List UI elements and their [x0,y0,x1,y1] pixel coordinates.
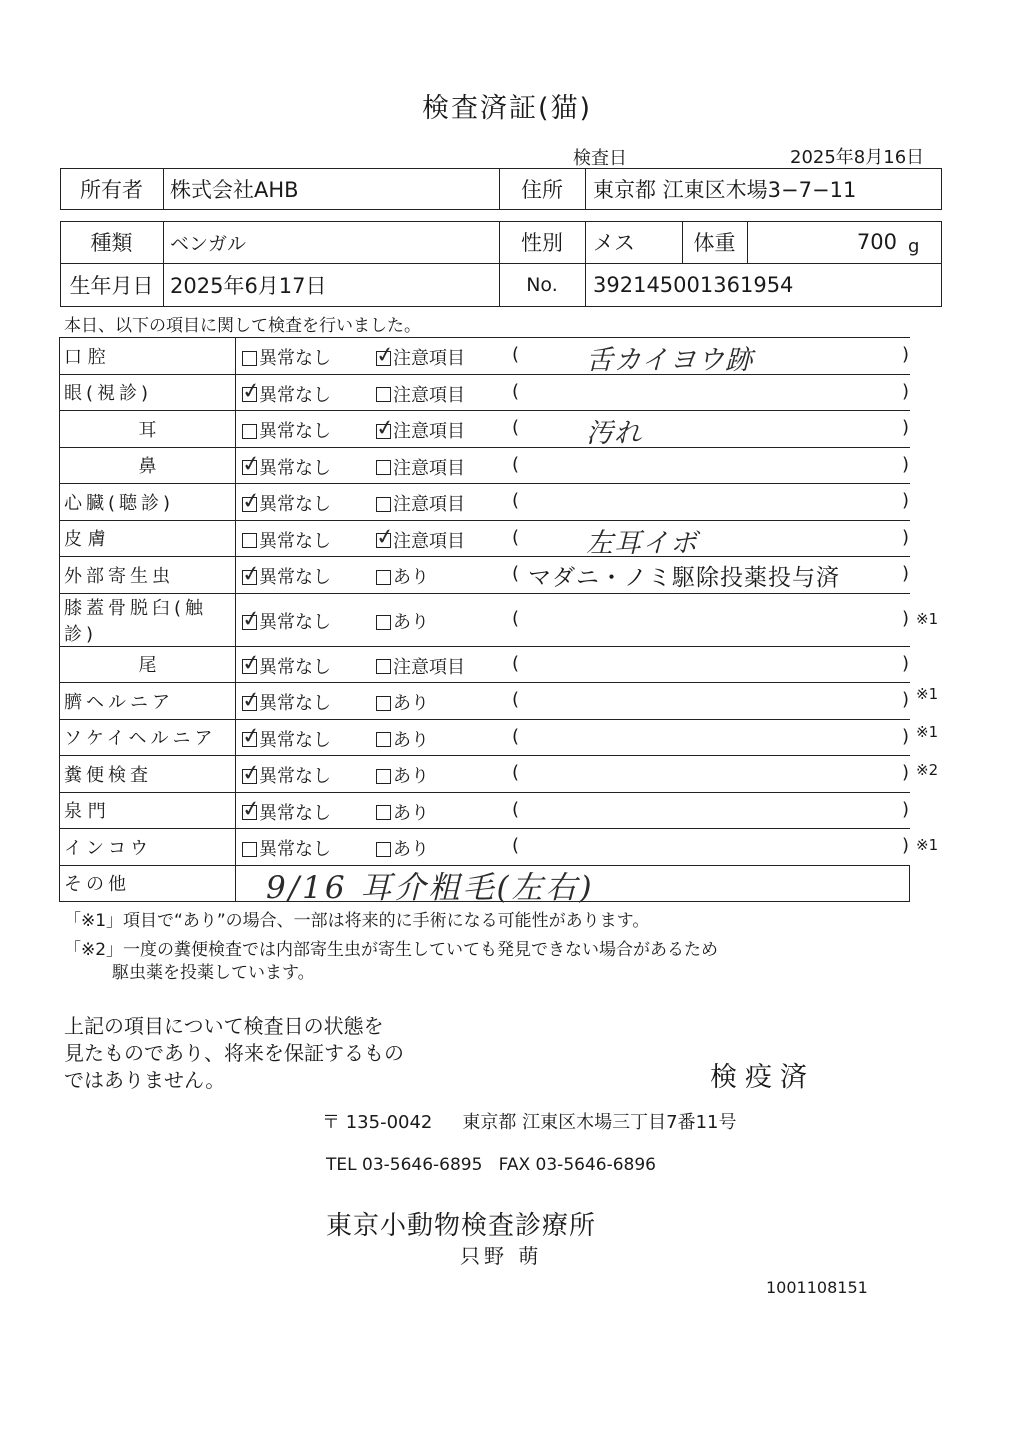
option-normal-label: 異常なし [259,693,331,715]
checklist-row [60,683,910,720]
checkbox[interactable] [376,805,391,820]
checklist-row-other [60,865,910,902]
sex-value: メス [593,231,635,255]
option-attention[interactable] [376,454,465,480]
option-attention[interactable] [376,726,429,752]
checklist-item-label [60,447,236,484]
checklist-options [236,593,910,646]
checklist-item-label [60,683,236,720]
inspection-date-label: 検査日 [573,148,627,169]
checkbox[interactable] [240,796,263,824]
checklist-row [60,792,910,829]
option-normal[interactable] [240,605,331,634]
option-attention[interactable] [374,414,465,443]
checklist-options [236,756,910,793]
option-attention[interactable] [376,608,429,634]
checkbox[interactable] [242,351,257,366]
check-mark-icon: ✓ [374,524,397,552]
option-attention-label: あり [393,612,429,633]
footnote-2: 「※2」一度の糞便検査では内部寄生虫が寄生していても発見できない場合があるため [64,940,719,960]
checkbox[interactable] [376,696,391,711]
option-normal-label: 異常なし [259,348,331,370]
checklist-item-label [60,520,236,557]
checklist-row [60,374,910,411]
footnote-reference: ※2 [916,760,939,779]
disclaimer-line: ではありません。 [64,1068,226,1092]
weight-unit: g [908,235,920,257]
option-attention-label: 注意項目 [393,457,465,479]
checklist-options [236,374,910,411]
option-normal-label: 異常なし [259,729,331,751]
checkbox[interactable] [376,387,391,402]
paren-open: ( [512,490,520,512]
document-title: 検査済証(猫) [421,93,593,124]
checklist-options [236,484,910,521]
option-normal-label: 異常なし [259,766,331,788]
item-name: 鼻 [138,456,157,478]
option-attention[interactable] [376,762,429,788]
disclaimer-line: 上記の項目について検査日の状態を [64,1014,384,1038]
option-attention-label: 注意項目 [393,494,465,516]
paren-close: ) [902,608,910,629]
option-attention-label: あり [393,693,429,715]
check-mark-icon: ✓ [240,451,263,479]
option-attention-label: あり [393,839,429,861]
checklist-row [60,484,910,521]
checklist-row [60,338,910,375]
checkbox[interactable] [374,414,397,442]
checkbox[interactable] [242,424,257,439]
option-attention-label: 注意項目 [393,656,465,678]
checklist-item-label [60,829,236,866]
item-name: 泉 門 [64,801,106,823]
check-mark-icon: ✓ [374,341,397,369]
paren-open: ( [512,380,520,402]
paren-close: ) [902,526,910,548]
owner-value: 株式会社AHB [170,178,299,202]
checklist-row [60,520,910,557]
item-name: 膝蓋骨脱臼(触診) [64,597,208,645]
weight-label: 体重 [693,231,736,255]
paren-open: ( [512,652,520,674]
option-normal[interactable] [240,650,331,679]
checklist-row [60,719,910,756]
item-note: 舌カイヨウ跡 [586,345,754,377]
option-normal[interactable] [240,686,331,715]
paren-open: ( [512,526,520,548]
checkbox[interactable] [240,723,263,751]
option-normal-label: 異常なし [259,530,331,552]
disclaimer-line: 見たものであり、将来を保証するもの [64,1041,404,1065]
item-name: インコウ [64,837,152,859]
checklist-options [236,411,910,448]
inspection-checklist [59,337,910,906]
fax-number: FAX 03-5646-6896 [498,1155,656,1175]
paren-close: ) [902,344,910,366]
paren-close: ) [902,798,910,820]
checkbox[interactable] [376,497,391,512]
check-mark-icon: ✓ [240,686,263,714]
checklist-item-label [60,593,236,646]
option-attention-label: あり [393,729,429,751]
checkbox[interactable] [240,451,263,479]
item-name: 心臓(聴診) [64,492,175,514]
option-normal[interactable] [240,451,331,480]
weight-value: 700 [856,230,897,254]
checkbox[interactable] [376,842,391,857]
checklist-options [236,557,910,594]
paren-open: ( [512,563,520,585]
checklist-row [60,829,910,866]
checkbox[interactable] [240,650,263,678]
item-name: ソケイヘルニア [64,728,217,750]
option-normal-label: 異常なし [259,384,331,406]
address-label: 住所 [521,178,563,202]
item-name: 尾 [138,655,157,677]
checkbox[interactable] [240,686,263,714]
doctor-name: 只野 萌 [460,1244,543,1268]
checklist-options [236,520,910,557]
item-name: 臍ヘルニア [64,691,174,713]
check-mark-icon: ✓ [240,487,263,515]
option-attention-label: 注意項目 [393,384,465,406]
option-normal[interactable] [240,378,331,407]
item-name: 眼(視診) [64,383,153,405]
paren-close: ) [902,762,910,784]
option-attention-label: 注意項目 [393,421,465,443]
checkbox[interactable] [240,759,263,787]
check-mark-icon: ✓ [240,605,263,633]
owner-label: 所有者 [80,178,143,202]
checklist-options [236,792,910,829]
checklist-options [236,683,910,720]
check-mark-icon: ✓ [240,560,263,588]
item-name: 糞便検査 [64,764,152,786]
option-attention-label: あり [393,766,429,788]
check-mark-icon: ✓ [240,650,263,678]
footnote-1: 「※1」項目で“あり”の場合、一部は将来的に手術になる可能性があります。 [64,911,650,931]
checklist-options [236,338,910,375]
check-mark-icon: ✓ [240,759,263,787]
dob-label: 生年月日 [69,274,154,298]
option-normal[interactable] [240,759,331,788]
check-mark-icon: ✓ [240,378,263,406]
footnote-reference: ※1 [916,835,939,854]
footnote-2-cont: 駆虫薬を投薬しています。 [112,963,315,983]
paren-open: ( [512,689,520,711]
item-name: 皮 膚 [64,529,106,551]
checkbox[interactable] [240,605,263,633]
option-normal-label: 異常なし [259,802,331,824]
checkbox[interactable] [376,732,391,747]
checklist-item-label [60,338,236,375]
checklist-options [236,646,910,683]
option-normal-label: 異常なし [259,612,331,633]
checkbox[interactable] [374,524,397,552]
check-mark-icon: ✓ [240,723,263,751]
checklist-item-label [60,719,236,756]
checkbox[interactable] [242,842,257,857]
checkbox[interactable] [376,659,391,674]
item-note: 汚れ [586,418,642,450]
option-attention[interactable] [374,524,465,553]
other-note: 9/16 耳介粗毛(左右) [266,869,595,906]
clinic-address [322,1108,736,1134]
option-normal[interactable] [242,417,331,443]
checklist-row [60,593,910,646]
paren-close: ) [902,652,910,674]
checkbox[interactable] [240,378,263,406]
checklist-item-label [60,756,236,793]
option-attention[interactable] [376,490,465,516]
footnote-reference: ※1 [916,723,939,741]
option-normal-label: 異常なし [259,567,331,589]
paren-close: ) [902,563,910,585]
option-attention-label: あり [393,567,429,589]
postal-code: 〒 135-0042 [322,1112,433,1133]
paren-open: ( [512,725,520,747]
address-value: 東京都 江東区木場3−7−11 [593,178,857,202]
option-attention[interactable] [376,799,429,825]
footnote-reference: ※1 [916,610,939,629]
item-name: その他 [64,874,130,896]
checklist-item-label [60,411,236,448]
option-attention[interactable] [376,563,429,589]
checkbox[interactable] [242,533,257,548]
option-normal-label: 異常なし [259,421,331,443]
clinic-name: 東京小動物検査診療所 [326,1211,597,1241]
paren-close: ) [902,835,910,857]
paren-close: ) [902,725,910,747]
checklist-row [60,646,910,683]
checkbox[interactable] [376,769,391,784]
checklist-row [60,447,910,484]
paren-open: ( [512,835,520,857]
option-normal[interactable] [242,527,331,553]
disclaimer [64,1013,404,1094]
option-normal[interactable] [240,560,331,589]
document-number: 1001108151 [766,1278,868,1297]
checkbox[interactable] [376,460,391,475]
microchip-number: 392145001361954 [593,273,794,297]
other-note-cell [236,865,910,906]
checklist-row [60,756,910,793]
number-label: No. [526,274,558,296]
contact-numbers [326,1155,656,1175]
checkbox[interactable] [374,341,397,369]
option-attention[interactable] [376,835,429,861]
breed-label: 種類 [90,231,133,255]
option-normal-label: 異常なし [259,839,331,861]
footnote-reference: ※1 [916,685,939,704]
paren-open: ( [512,417,520,439]
street-address: 東京都 江東区木場三丁目7番11号 [462,1112,737,1133]
option-attention-label: あり [393,802,429,824]
checklist-options [236,447,910,484]
paren-close: ) [902,453,910,475]
option-normal-label: 異常なし [259,457,331,479]
option-attention-label: 注意項目 [393,348,465,370]
option-attention[interactable] [376,381,465,407]
paren-open: ( [512,608,520,629]
check-mark-icon: ✓ [374,414,397,442]
item-name: 耳 [138,419,157,441]
option-attention[interactable] [376,689,429,715]
option-attention[interactable] [374,341,465,370]
checklist-row [60,557,910,594]
intro-text: 本日、以下の項目に関して検査を行いました。 [64,316,421,336]
option-normal-label: 異常なし [259,494,331,516]
checklist-options [236,829,910,866]
checklist-item-label [60,792,236,829]
option-normal[interactable] [242,344,331,370]
item-name: 口 腔 [64,346,106,368]
item-note: マダニ・ノミ駆除投薬投与済 [528,565,840,592]
tel-number: TEL 03-5646-6895 [326,1155,483,1175]
paren-open: ( [512,453,520,475]
dob-value: 2025年6月17日 [170,274,327,298]
paren-close: ) [902,380,910,402]
checklist-item-label [60,865,236,902]
option-attention[interactable] [376,653,465,679]
checkbox[interactable] [376,615,391,630]
checklist-item-label [60,646,236,683]
inspection-date: 2025年8月16日 [790,147,925,168]
option-normal[interactable] [240,796,331,825]
sex-label: 性別 [521,231,563,255]
paren-open: ( [512,798,520,820]
paren-close: ) [902,417,910,439]
checklist-item-label [60,484,236,521]
option-normal-label: 異常なし [259,656,331,678]
paren-close: ) [902,490,910,512]
checklist-item-label [60,374,236,411]
paren-open: ( [512,762,520,784]
checklist-options [236,719,910,756]
option-normal[interactable] [242,835,331,861]
checkbox[interactable] [240,487,263,515]
item-name: 外部寄生虫 [64,565,174,587]
checklist-item-label [60,557,236,594]
quarantine-stamp: 検疫済 [710,1062,815,1093]
paren-close: ) [902,689,910,711]
checkbox[interactable] [376,570,391,585]
breed-value: ベンガル [170,232,247,255]
checkbox[interactable] [240,560,263,588]
option-attention-label: 注意項目 [393,530,465,552]
paren-open: ( [512,344,520,366]
item-note: 左耳イボ [586,527,698,559]
option-normal[interactable] [240,723,331,752]
option-normal[interactable] [240,487,331,516]
check-mark-icon: ✓ [240,796,263,824]
checklist-row [60,411,910,448]
